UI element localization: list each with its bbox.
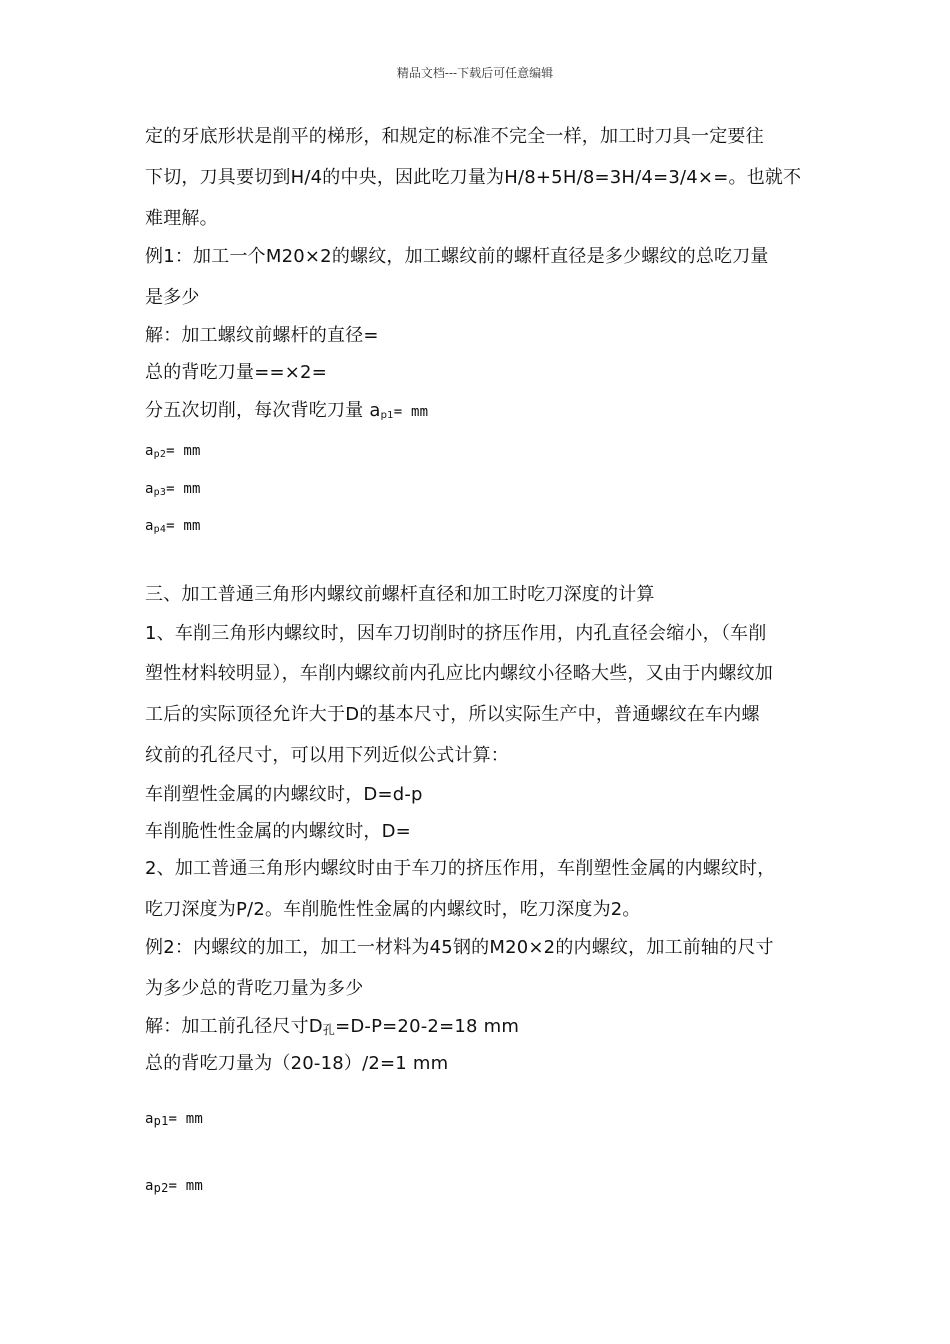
section-3-item-2-line: 2、加工普通三角形内螺纹时由于车刀的挤压作用，车削塑性金属的内螺纹时， [145, 858, 776, 879]
text: = mm [166, 518, 201, 534]
subscript: 孔 [322, 1023, 336, 1037]
subscript: p2 [153, 449, 167, 460]
subscript: p2 [153, 1181, 169, 1195]
text: a [145, 443, 154, 459]
section-3-item-1-line: 塑性材料较明显），车削内螺纹前内孔应比内螺纹小径略大些，又由于内螺纹加 [145, 663, 773, 684]
text: 分五次切削，每次背吃刀量 a [145, 400, 381, 421]
solution-1-line: 解：加工螺纹前螺杆的直径= [145, 325, 379, 346]
ap2-line [145, 1175, 203, 1199]
example-2-line: 例2：内螺纹的加工，加工一材料为45钢的M20×2的内螺纹，加工前轴的尺寸 [145, 937, 774, 958]
section-3-item-1-line: 工后的实际顶径允许大于D的基本尺寸，所以实际生产中，普通螺纹在车内螺 [145, 704, 760, 725]
text: a [145, 1178, 154, 1194]
solution-1-line: 总的背吃刀量==×2= [145, 362, 327, 383]
plastic-formula-line: 车削塑性金属的内螺纹时，D=d-p [145, 784, 423, 805]
subscript: p4 [153, 524, 167, 535]
subscript: p3 [153, 487, 167, 498]
solution-1-line [145, 400, 428, 427]
text: a [145, 518, 154, 534]
page-header: 精品文档---下载后可任意编辑 [396, 66, 554, 80]
ap4-line [145, 515, 201, 541]
paragraph-line: 难理解。 [145, 208, 218, 229]
text: a [145, 1111, 154, 1127]
text: =D-P=20-2=18 mm [335, 1016, 520, 1037]
solution-2-line: 总的背吃刀量为（20-18）/2=1 mm [145, 1053, 449, 1074]
text: = mm [168, 1111, 204, 1127]
paragraph-line: 下切，刀具要切到H/4的中央，因此吃刀量为H/8+5H/8=3H/4=3/4×=。也就不 [145, 167, 802, 188]
ap1-line [145, 1108, 203, 1132]
subscript: p1 [380, 410, 394, 421]
example-1-line: 例1：加工一个M20×2的螺纹，加工螺纹前的螺杆直径是多少螺纹的总吃刀量 [145, 246, 769, 267]
example-2-line: 为多少总的背吃刀量为多少 [145, 978, 364, 999]
text: = mm [168, 1178, 204, 1194]
text: = mm [166, 443, 201, 459]
text: = mm [393, 404, 429, 420]
ap3-line [145, 478, 201, 504]
section-3-item-2-line: 吃刀深度为P/2。车削脆性性金属的内螺纹时，吃刀深度为2。 [145, 899, 641, 920]
text: a [145, 481, 154, 497]
text: = mm [166, 481, 201, 497]
text: 解：加工前孔径尺寸D [145, 1016, 323, 1037]
section-3-title: 三、加工普通三角形内螺纹前螺杆直径和加工时吃刀深度的计算 [145, 584, 655, 605]
ap2-line [145, 440, 201, 466]
paragraph-line: 定的牙底形状是削平的梯形，和规定的标准不完全一样，加工时刀具一定要往 [145, 126, 764, 147]
section-3-item-1-line: 1、车削三角形内螺纹时，因车刀切削时的挤压作用，内孔直径会缩小，（车削 [145, 623, 767, 644]
example-1-line: 是多少 [145, 287, 200, 308]
subscript: p1 [153, 1114, 169, 1128]
brittle-formula-line: 车削脆性性金属的内螺纹时，D= [145, 821, 411, 842]
section-3-item-1-line: 纹前的孔径尺寸，可以用下列近似公式计算： [145, 745, 509, 766]
solution-2-line [145, 1016, 519, 1041]
